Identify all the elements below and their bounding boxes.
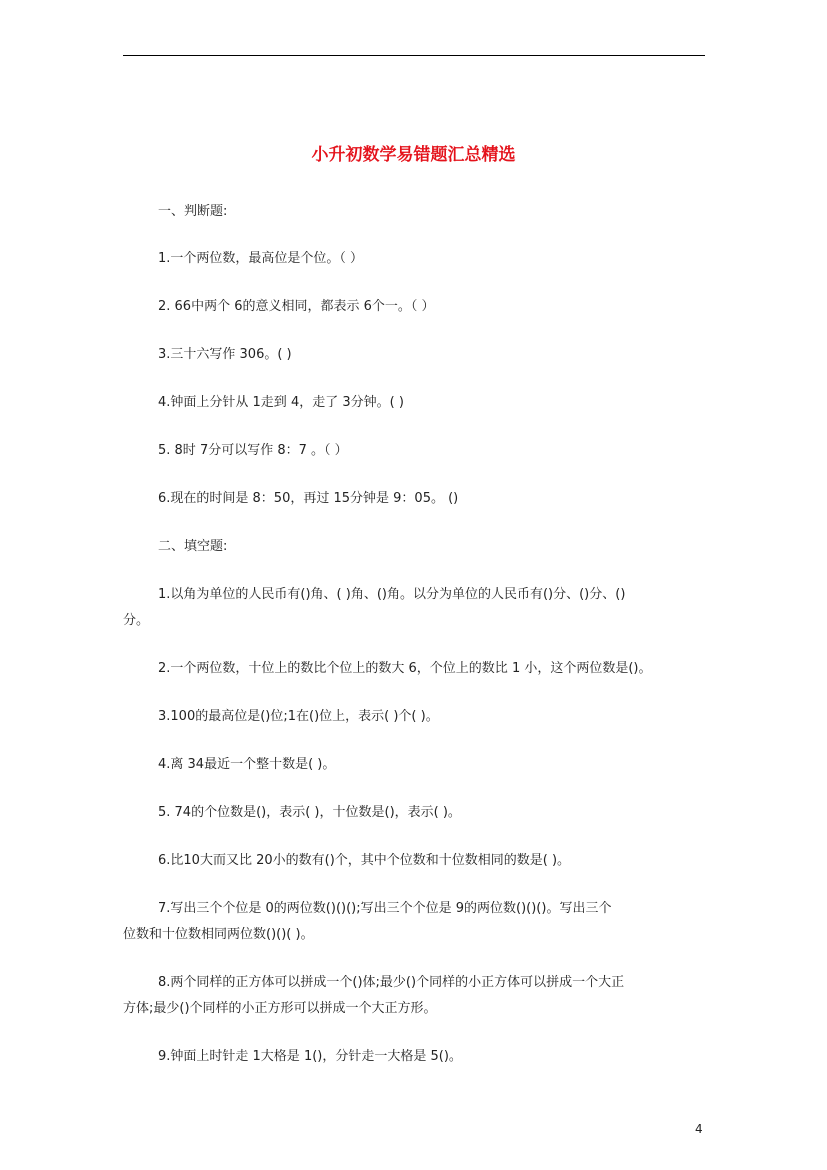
- fill-item-7-line1: 7.写出三个个位是 0的两位数()()();写出三个个位是 9的两位数()()()。写出三个: [158, 901, 612, 916]
- fill-item-8-line1: 8.两个同样的正方体可以拼成一个()体;最少()个同样的小正方体可以拼成一个大正: [158, 975, 625, 990]
- fill-item-7-line2: 位数和十位数相同两位数()()( )。: [123, 927, 314, 942]
- header-rule: [123, 55, 705, 56]
- section-heading-fill: 二、填空题:: [158, 539, 228, 554]
- fill-item-9: 9.钟面上时针走 1大格是 1()，分针走一大格是 5()。: [158, 1049, 462, 1064]
- page-number: 4: [695, 1122, 703, 1136]
- fill-item-6: 6.比10大而又比 20小的数有()个，其中个位数和十位数相同的数是( )。: [158, 853, 571, 868]
- judge-item-4: 4.钟面上分针从 1走到 4，走了 3分钟。( ): [158, 395, 404, 410]
- fill-item-5: 5. 74的个位数是()，表示( )，十位数是()，表示( )。: [158, 805, 461, 820]
- judge-item-5: 5. 8时 7分可以写作 8：7 。（ ）: [158, 443, 348, 458]
- fill-item-4: 4.离 34最近一个整十数是( )。: [158, 757, 336, 772]
- judge-item-6: 6.现在的时间是 8：50，再过 15分钟是 9：05。 (): [158, 491, 459, 506]
- section-heading-judge: 一、判断题:: [158, 204, 228, 219]
- judge-item-2: 2. 66中两个 6的意义相同，都表示 6个一。（ ）: [158, 299, 435, 314]
- fill-item-1-line2: 分。: [123, 613, 150, 628]
- fill-item-1-line1: 1.以角为单位的人民币有()角、( )角、()角。以分为单位的人民币有()分、()分、(): [158, 587, 626, 602]
- judge-item-1: 1.一个两位数，最高位是个位。（ ）: [158, 251, 364, 266]
- fill-item-8-line2: 方体;最少()个同样的小正方形可以拼成一个大正方形。: [123, 1001, 437, 1016]
- fill-item-3: 3.100的最高位是()位;1在()位上，表示( )个( )。: [158, 709, 439, 724]
- judge-item-3: 3.三十六写作 306。( ): [158, 347, 292, 362]
- document-title: 小升初数学易错题汇总精选: [311, 145, 516, 165]
- fill-item-2: 2.一个两位数，十位上的数比个位上的数大 6，个位上的数比 1 小，这个两位数是()。: [158, 661, 652, 676]
